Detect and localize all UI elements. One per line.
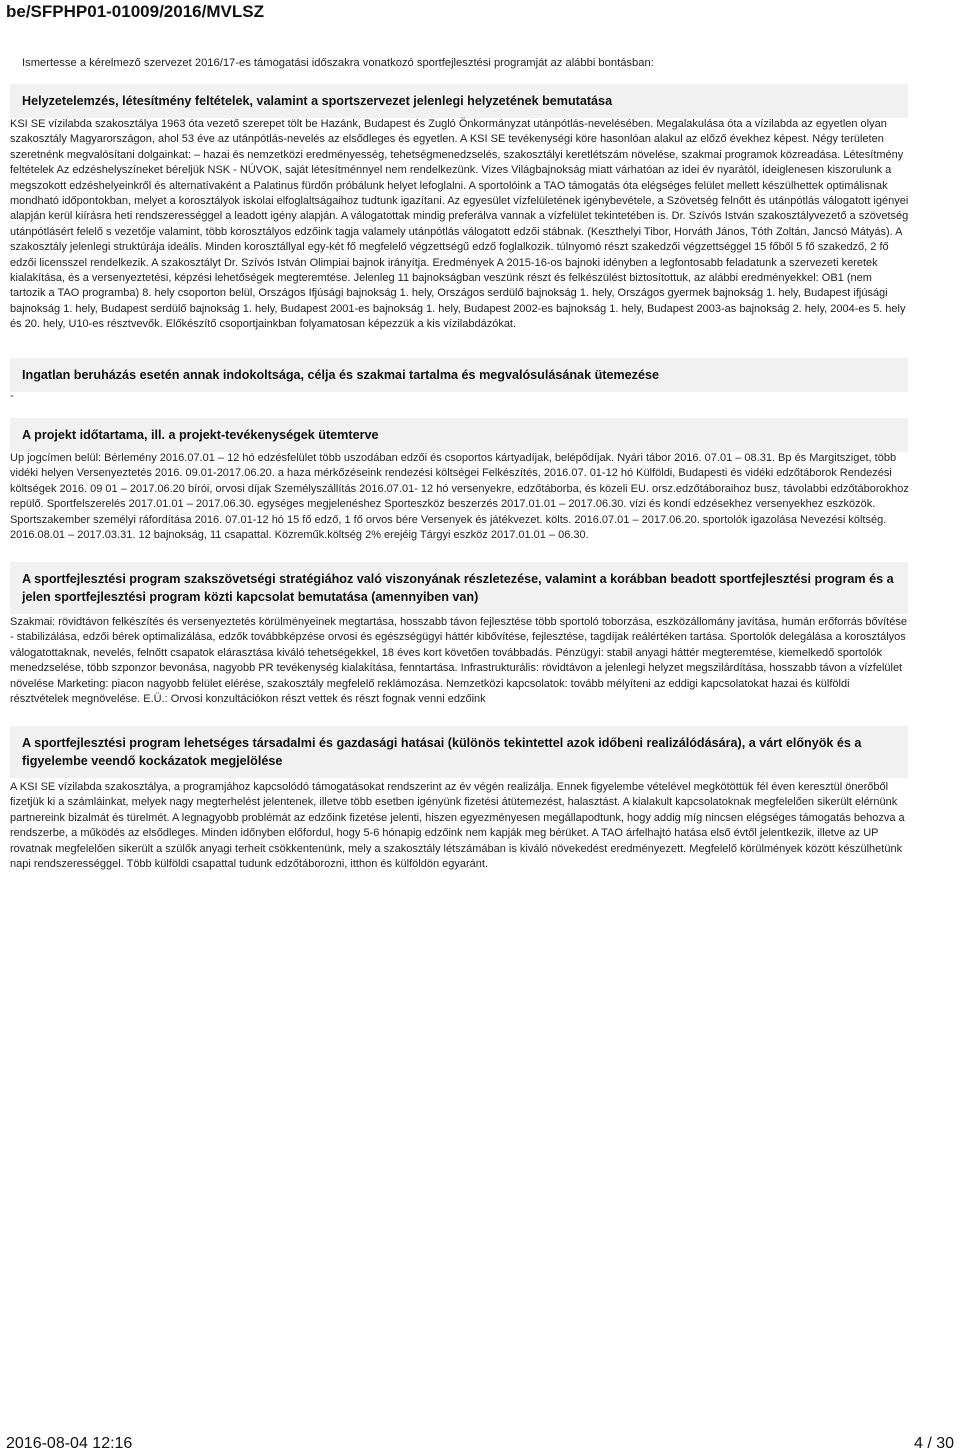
section-title-real-estate: Ingatlan beruházás esetén annak indokoltsága, célja és szakmai tartalma és megvalósulásának ütemezése — [10, 358, 908, 392]
section-body-timeline: Up jogcímen belül: Bérlemény 2016.07.01 – 12 hó edzésfelület több uszodában edzői és csoportos kártyadíjak, belépődíjak. Nyári tábor 2016. 07.01 – 08.31. Bp és Margitsziget, több vidéki helyen Versenyeztetés 2016. 09.01-2017.06.20. a haza mérkőzéseink rendezési költségei Felkészítés, 2016.07. 01-12 hó Külföldi, Budapesti és vidéki edzőtáborok Rendezési költségek 2016. 09 01 – 2017.06.20 bírói, orvosi díjak Személyszállítás 2016.07.01- 12 hó versenyekre, edzőtáborba, és közeli EU. orsz.edzőtáboraihoz busz, távolabbi edzőtáborokhoz repülő. Sportfelszerelés 2017.01.01 – 2017.06.30. egységes megjelenéshez Sporteszköz beszerzés 2017.01.01 – 2017.06.30. vízi és kondí edzésekhez versenyekhez eszközök. Sportszakember személyi ráfordítása 2016. 07.01-12 hó 15 fő edző, 1 fő orvos bére Versenyek és játékvezet. költs. 2016.07.01 – 2017.06.20. sportolók igazolása Nevezési költség. 2016.08.01 – 2017.03.31. 12 bajnokság, 11 csapattal. Közreműk.költség 2% erejéig Tárgyi eszköz 2017.01.01 – 06.30. — [10, 452, 909, 542]
section-body-impacts: A KSI SE vízilabda szakosztálya, a programjához kapcsolódó támogatásokat rendszerint az év végén realizálja. Ennek figyelembe vételével megkötöttük fél éven keresztül önerőből fizetjük ki a számláinkat, melyek nagy megterhelést jelentenek, illetve több esetben igényünk fizetési átütemezést, halasztást. A kialakult kapcsolatoknak megfelelően sikerült elérnünk partnereink bizalmát és türelmét. A legnagyobb problémát az edzőink fizetése jelenti, hiszen egyezményesen megállapodtunk, hogy addig míg nincsen elégséges támogatás behozva a rendszerbe, a működés az elsődleges. Minden időnyben előfordul, hogy 5-6 hónapig edzőink nem kapják meg bérüket. A TAO árfelhajtó hatása első évtől jelentkezik, illetve az UP rovatnak megfelelően sikerült a szülők anyagi terheit csökkentenünk, mely a szakosztály létszámában is kiváló növekedést eredményezett. Megfelelő körülmények között készülhetünk napi rendszerességgel. Több külföldi csapattal tudunk edzőtáborozni, itthon és külföldön egyaránt. — [10, 781, 905, 871]
section-title-strategy: A sportfejlesztési program szakszövetségi stratégiához való viszonyának részletezése, valamint a korábban beadott sportfejlesztési program és a jelen sportfejlesztési program közti kapcsolat bemutatása (amennyiben van) — [10, 562, 908, 614]
intro-text: Ismertesse a kérelmező szervezet 2016/17-es támogatási időszakra vonatkozó sportfejlesztési programját az alábbi bontásban: — [22, 57, 654, 69]
section-body-strategy: Szakmai: rövidtávon felkészítés és versenyeztetés körülményeinek megtartása, hosszabb távon fejlesztése több sportoló toborzása, eszközállomány javítása, humán erőforrás bővítése - stabilizálása, edzői bérek optimalizálása, edzők továbbképzése orvosi és egészségügyi háttér kibővítése, fejlesztése, tagdíjak reálértéken tartása. Sportolók delegálása a korosztályos válogatottaknak, nevelés, felnőtt csapatok elárasztása kiváló tehetségekkel, 18 éves kort követően továbbadás. Pénzügyi: stabil anyagi háttér megteremtése, kiemelkedő sportolók menedzselése, több szponzor bevonása, nagyobb PR tevékenység kialakítása, fenntartása. Infrastrukturális: rövidtávon a jelenlegi helyzet megszilárdítása, hosszabb távon a vízfelület növelése Marketing: piacon nagyobb felület elérése, szakosztály megfelelő reklámozása. Nemzetközi kapcsolatok: tovább mélyíteni az eddigi kapcsolatokat hazai és külföldi résztvételek megnövelése. E.Ü.: Orvosi konzultációkon részt vettek és részt fognak venni edzőink — [10, 616, 907, 706]
section-body-real-estate: - — [10, 390, 14, 402]
section-title-situation: Helyzetelemzés, létesítmény feltételek, valamint a sportszervezet jelenlegi helyzetének bemutatása — [10, 84, 908, 118]
section-title-timeline: A projekt időtartama, ill. a projekt-tevékenységek ütemterve — [10, 418, 908, 452]
footer-datetime: 2016-08-04 12:16 — [6, 1435, 133, 1452]
section-title-impacts: A sportfejlesztési program lehetséges társadalmi és gazdasági hatásai (különös tekintettel azok időbeni realizálódására), a várt előnyök és a figyelembe veendő kockázatok megjelölése — [10, 726, 908, 778]
section-body-situation: KSI SE vízilabda szakosztálya 1963 óta vezető szerepet tölt be Hazánk, Budapest és Zugló Önkormányzat utánpótlás-nevelésében. Megalakulása óta a vízilabda az egyetlen olyan szakosztály Magyarországon, ahol 53 éve az utánpótlás-nevelés az elsődleges és egyetlen. A KSI SE tevékenységi köre hasonlóan alakul az előző évekhez képest. Négy területen szeretnénk megvalósítani dolgainkat: – hazai és nemzetközi eredményesség, tehetségmenedzselés, szakosztályi keretlétszám növelése, szakmai programok közreadása. Létesítmény feltételek Az edzéshelyszíneket béreljük NSK - NÚVOK, saját létesítménnyel nem rendelkezünk. Vizes Világbajnokság miatt várhatóan az idei év nyarától, ideiglenesen kiszorulunk a megszokott edzéshelyeinkről és alternatívaként a Palatinus fürdőn próbálunk helyet lefoglalni. A sportolóink a TAO támogatás óta elégséges felület mellett készülhettek optimálisnak mondható időpontokban, melyet a korosztályok iskolai elfoglaltságaihoz tudtunk igazítani. Az egyesület vízfelületének igénybevétele, a Szövetség felnőtt és utánpótlás válogatott igényei alapján kerül kiírásra heti rendszerességgel a leadott igény alapján. A válogatottak mindig preferálva vannak a vízfelület tekintetében is. Dr. Szívós István szakosztályvezető a szövetség utánpótlásért felelő s vezetője valamint, több korosztályos edzőink tagja valamely utánpótlás válogatott edzői stábnak. (Keszthelyi Tibor, Horváth János, Tóth Zoltán, Jancsó Mátyás). A szakosztály jelenlegi struktúrája ideális. Minden korosztállyal egy-két fő megfelelő végzettségű edző foglalkozik. túlnyomó részt szakedzői végzettséggel 15 főből 5 fő szakedző, 2 fő edzői licensszel rendelkezik. A szakosztályt Dr. Szívós István Olimpiai bajnok irányítja. Eredmények A 2015-16-os bajnoki idényben a legfontosabb feladatunk a szervezeti keretek kialakítása, és a versenyeztetési, képzési lehetőségek megteremtése. Jelenleg 11 bajnokságban veszünk részt és felkészülést biztosítottuk, az alábbi eredményekkel: OB1 (nem tartozik a TAO programba) 8. hely csoporton belül, Országos Ifjúsági bajnokság 1. hely, Országos serdülő bajnokság 1. hely, Országos gyermek bajnokság 1. hely, Budapest ifjúsági bajnokság 1. hely, Budapest serdülő bajnokság 1. hely, Budapest 2001-es bajnokság 1. hely, Budapest 2002-es bajnokság 1. hely, Budapest 2003-as bajnokság 2. hely, 2004-es 5. hely és 20. hely, U10-es résztvevők. Előkészítő csoportjainkban folyamatosan képezzük a kis vízilabdázókat. — [10, 118, 909, 331]
document-id: be/SFPHP01-01009/2016/MVLSZ — [6, 2, 264, 21]
footer-page-number: 4 / 30 — [913, 1435, 954, 1452]
